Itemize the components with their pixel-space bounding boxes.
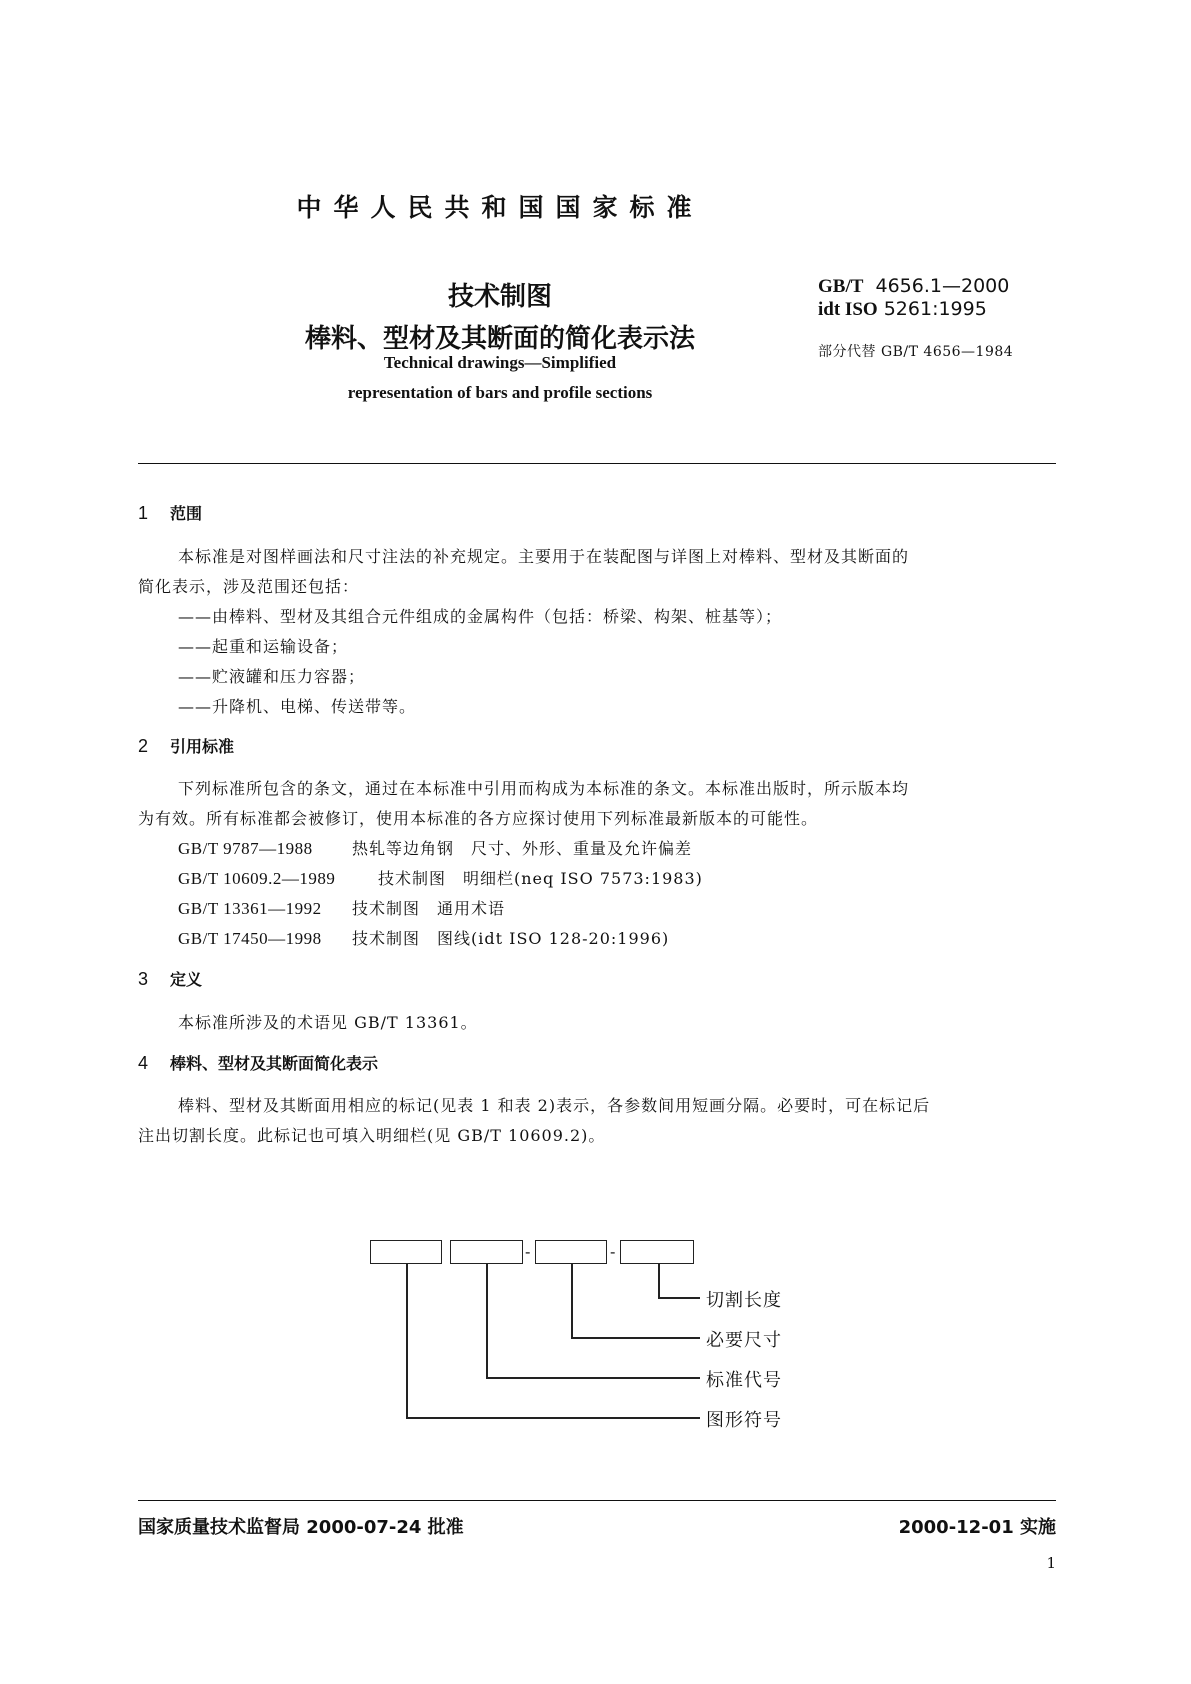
- reference-title: 技术制图 明细栏(neq ISO 7573:1983): [378, 869, 703, 888]
- section-number: 3: [138, 969, 149, 989]
- label-standard-code: 标准代号: [706, 1370, 782, 1391]
- label-necessary-dimensions: 必要尺寸: [706, 1330, 782, 1351]
- reference-item: [178, 926, 669, 949]
- label-cut-length: 切割长度: [706, 1290, 782, 1311]
- section-title: 范围: [170, 504, 203, 523]
- leader-line: [406, 1417, 700, 1419]
- leader-line: [658, 1297, 700, 1299]
- paragraph-line: 本标准所涉及的术语见 GB/T 13361。: [178, 1013, 478, 1032]
- document-title-line1: 技术制图: [447, 282, 552, 312]
- field-box-necessary-dimensions: [535, 1240, 607, 1264]
- label-graphic-symbol: 图形符号: [706, 1410, 782, 1431]
- paragraph-line: 为有效。所有标准都会被修订，使用本标准的各方应探讨使用下列标准最新版本的可能性。: [138, 809, 819, 828]
- effective-date: 2000-12-01 实施: [898, 1517, 1056, 1538]
- header-divider: [138, 463, 1056, 464]
- leader-line: [406, 1264, 408, 1418]
- leader-line: [571, 1264, 573, 1338]
- paragraph-line: 下列标准所包含的条文，通过在本标准中引用而构成为本标准的条文。本标准出版时，所示版本均: [178, 779, 910, 798]
- list-item: ——起重和运输设备；: [178, 637, 349, 656]
- leader-line: [571, 1337, 700, 1339]
- section-heading-definitions: [138, 967, 202, 990]
- section-number: 2: [138, 736, 149, 756]
- section-title: 定义: [170, 970, 203, 989]
- field-box-standard-code: [450, 1240, 523, 1264]
- section-heading-scope: [138, 501, 202, 524]
- separator-dash: -: [525, 1242, 531, 1261]
- standard-prefix: GB/T: [818, 276, 864, 297]
- list-item: ——由棒料、型材及其组合元件组成的金属构件（包括：桥梁、构架、桩基等）；: [178, 607, 783, 626]
- separator-dash: -: [610, 1242, 616, 1261]
- designation-diagram: [370, 1240, 870, 1470]
- section-number: 4: [138, 1053, 149, 1073]
- leader-line: [658, 1264, 660, 1298]
- idt-prefix: idt ISO: [818, 299, 878, 320]
- section-number: 1: [138, 503, 149, 523]
- reference-item: [178, 896, 505, 919]
- replaces-note: 部分代替 GB/T 4656—1984: [818, 344, 1014, 360]
- reference-code: GB/T 13361—1992: [178, 899, 322, 918]
- list-item: ——升降机、电梯、传送带等。: [178, 697, 417, 716]
- section-title: 引用标准: [170, 737, 235, 756]
- list-item: ——贮液罐和压力容器；: [178, 667, 366, 686]
- approval-date: 国家质量技术监督局 2000-07-24 批准: [138, 1517, 464, 1538]
- page-number: 1: [1046, 1554, 1056, 1572]
- reference-code: GB/T 17450—1998: [178, 929, 322, 948]
- field-box-graphic-symbol: [370, 1240, 442, 1264]
- footer-divider: [138, 1500, 1056, 1501]
- reference-title: 技术制图 通用术语: [352, 899, 506, 918]
- section-heading-references: [138, 734, 234, 757]
- section-title: 棒料、型材及其断面简化表示: [170, 1054, 379, 1073]
- standard-number-block: [818, 275, 1009, 321]
- reference-code: GB/T 9787—1988: [178, 839, 313, 858]
- reference-title: 技术制图 图线(idt ISO 128-20:1996): [352, 929, 670, 948]
- section-heading-simplified-representation: [138, 1051, 378, 1074]
- reference-item: [178, 836, 692, 859]
- idt-number: 5261:1995: [883, 298, 987, 320]
- paragraph-line: 本标准是对图样画法和尺寸注法的补充规定。主要用于在装配图与详图上对棒料、型材及其断面的: [178, 547, 910, 566]
- reference-code: GB/T 10609.2—1989: [178, 869, 336, 888]
- english-title-line1: Technical drawings—Simplified: [383, 353, 617, 372]
- national-standard-title: 中华人民共和国国家标准: [296, 193, 704, 222]
- field-box-cut-length: [620, 1240, 694, 1264]
- leader-line: [486, 1377, 700, 1379]
- reference-item: [178, 866, 703, 889]
- paragraph-line: 简化表示，涉及范围还包括：: [138, 577, 360, 596]
- paragraph-line: 注出切割长度。此标记也可填入明细栏(见 GB/T 10609.2)。: [138, 1126, 606, 1145]
- english-title-line2: representation of bars and profile sections: [347, 383, 653, 402]
- reference-title: 热轧等边角钢 尺寸、外形、重量及允许偏差: [352, 839, 693, 858]
- leader-line: [486, 1264, 488, 1378]
- document-title-line2: 棒料、型材及其断面的简化表示法: [304, 324, 695, 354]
- paragraph-line: 棒料、型材及其断面用相应的标记(见表 1 和表 2)表示，各参数间用短画分隔。必要时，可在标记后: [178, 1096, 931, 1115]
- standard-number: 4656.1—2000: [875, 275, 1010, 297]
